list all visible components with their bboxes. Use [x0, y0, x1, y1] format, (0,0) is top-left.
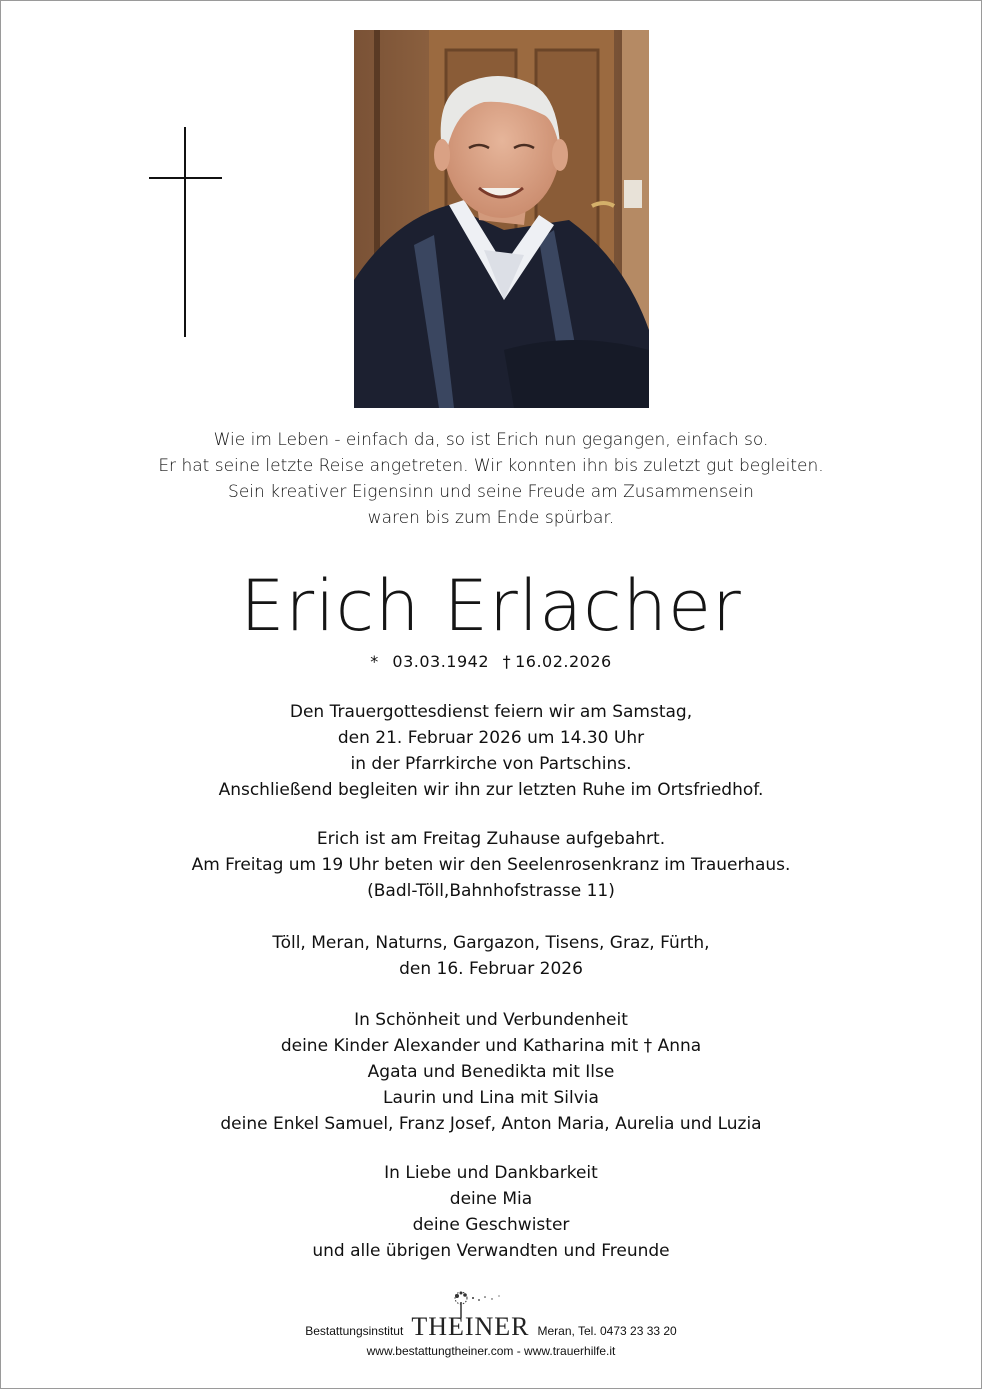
viewing-line: Erich ist am Freitag Zuhause aufgebahrt.: [316, 829, 666, 849]
place-line: den 16. Februar 2026: [399, 959, 583, 979]
family-line: In Schönheit und Verbundenheit: [354, 1010, 628, 1030]
footer-contact: Meran, Tel. 0473 23 33 20: [537, 1324, 677, 1338]
place-date-text: [0, 930, 982, 982]
intro-line: Sein kreativer Eigensinn und seine Freude am Zusammensein: [228, 482, 754, 502]
portrait-photo: [354, 30, 649, 408]
funeral-home-footer: [0, 1294, 982, 1358]
intro-line: waren bis zum Ende spürbar.: [367, 508, 615, 528]
family-line: deine Kinder Alexander und Katharina mit † Anna: [280, 1036, 702, 1056]
birth-symbol: *: [370, 652, 379, 671]
intro-text: [0, 427, 982, 531]
death-date: 16.02.2026: [515, 652, 612, 671]
viewing-line: (Badl-Töll,Bahnhofstrasse 11): [367, 881, 615, 901]
service-line: Anschließend begleiten wir ihn zur letzten Ruhe im Ortsfriedhof.: [218, 780, 764, 800]
service-line: den 21. Februar 2026 um 14.30 Uhr: [337, 728, 645, 748]
mourners-line: und alle übrigen Verwandten und Freunde: [312, 1241, 670, 1261]
funeral-home-logo: [411, 1294, 529, 1342]
service-line: in der Pfarrkirche von Partschins.: [350, 754, 632, 774]
death-symbol: †: [502, 652, 512, 671]
deceased-name: Erich Erlacher: [240, 565, 742, 647]
birth-date: 03.03.1942: [392, 652, 489, 671]
mourners-line: deine Geschwister: [412, 1215, 570, 1235]
mourners-text: [0, 1160, 982, 1264]
footer-websites[interactable]: www.bestattungtheiner.com - www.trauerhilfe.it: [366, 1344, 616, 1358]
life-dates: [0, 651, 982, 673]
tree-logo-icon: [447, 1290, 507, 1318]
viewing-line: Am Freitag um 19 Uhr beten wir den Seelenrosenkranz im Trauerhaus.: [191, 855, 791, 875]
cross-icon: [149, 127, 222, 337]
place-line: Töll, Meran, Naturns, Gargazon, Tisens, Graz, Fürth,: [272, 933, 710, 953]
mourners-line: In Liebe und Dankbarkeit: [384, 1163, 598, 1183]
intro-line: Wie im Leben - einfach da, so ist Erich nun gegangen, einfach so.: [213, 430, 769, 450]
funeral-service-text: [0, 699, 982, 803]
footer-prefix: Bestattungsinstitut: [305, 1324, 404, 1338]
service-line: Den Trauergottesdienst feiern wir am Samstag,: [289, 702, 693, 722]
mourners-line: deine Mia: [449, 1189, 533, 1209]
family-line: Agata und Benedikta mit Ilse: [367, 1062, 615, 1082]
family-line: deine Enkel Samuel, Franz Josef, Anton Maria, Aurelia und Luzia: [220, 1114, 762, 1134]
brand-name: THEINER: [411, 1312, 530, 1341]
intro-line: Er hat seine letzte Reise angetreten. Wir konnten ihn bis zuletzt gut begleiten.: [158, 456, 824, 476]
family-line: Laurin und Lina mit Silvia: [383, 1088, 599, 1108]
family-text: [0, 1007, 982, 1137]
viewing-text: [0, 826, 982, 904]
